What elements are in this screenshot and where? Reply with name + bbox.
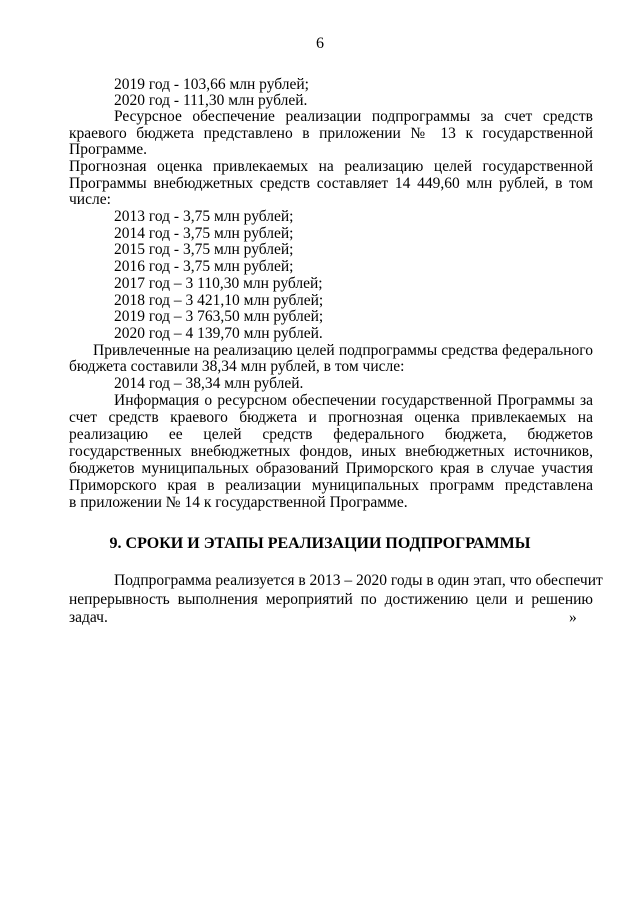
- paragraph-line: государственных внебюджетных фондов, иных внебюджетных источников,: [69, 443, 593, 460]
- year-line: 2020 год – 4 139,70 млн рублей.: [114, 325, 323, 342]
- paragraph-line: задач.: [69, 609, 108, 626]
- year-line: 2019 год – 3 763,50 млн рублей;: [114, 308, 324, 325]
- paragraph-line: бюджета составили 38,34 млн рублей, в том числе:: [69, 358, 405, 375]
- year-line: 2020 год - 111,30 млн рублей.: [114, 92, 308, 109]
- page-number: 6: [316, 35, 324, 52]
- paragraph-line: Программе.: [69, 141, 148, 158]
- year-line: 2019 год - 103,66 млн рублей;: [114, 76, 309, 93]
- paragraph-line: краевого бюджета представлено в приложении № 13 к государственной: [69, 125, 593, 142]
- paragraph-line: непрерывность выполнения мероприятий по достижению цели и решению: [69, 591, 593, 608]
- year-line: 2014 год - 3,75 млн рублей;: [114, 225, 294, 242]
- paragraph-line: Программы внебюджетных средств составляет 14 449,60 млн рублей, в том: [69, 175, 593, 192]
- closing-quote: »: [569, 609, 577, 626]
- paragraph-line: в приложении № 14 к государственной Программе.: [69, 494, 408, 511]
- paragraph-line: бюджетов муниципальных образований Приморского края в случае участия: [69, 460, 593, 477]
- year-line: 2013 год - 3,75 млн рублей;: [114, 208, 294, 225]
- year-line: 2018 год – 3 421,10 млн рублей;: [114, 292, 324, 309]
- year-line: 2016 год - 3,75 млн рублей;: [114, 258, 294, 275]
- paragraph-line: Приморского края в реализации муниципальных программ представлена: [69, 477, 593, 494]
- paragraph-line: Прогнозная оценка привлекаемых на реализацию целей государственной: [69, 158, 593, 175]
- paragraph-line: Информация о ресурсном обеспечении государственной Программы за: [114, 392, 593, 409]
- paragraph-line: Привлеченные на реализацию целей подпрограммы средства федерального: [93, 342, 593, 359]
- year-line: 2015 год - 3,75 млн рублей;: [114, 241, 294, 258]
- section-heading: 9. СРОКИ И ЭТАПЫ РЕАЛИЗАЦИИ ПОДПРОГРАММЫ: [109, 535, 531, 552]
- paragraph-line: числе:: [69, 191, 111, 208]
- year-line: 2017 год – 3 110,30 млн рублей;: [114, 275, 323, 292]
- paragraph-line: Подпрограмма реализуется в 2013 – 2020 годы в один этап, что обеспечит: [114, 572, 603, 589]
- paragraph-line: реализацию ее целей средств федерального бюджета, бюджетов: [69, 426, 593, 443]
- paragraph-line: счет средств краевого бюджета и прогнозная оценка привлекаемых на: [69, 409, 593, 426]
- year-line: 2014 год – 38,34 млн рублей.: [114, 375, 304, 392]
- paragraph-line: Ресурсное обеспечение реализации подпрограммы за счет средств: [114, 108, 593, 125]
